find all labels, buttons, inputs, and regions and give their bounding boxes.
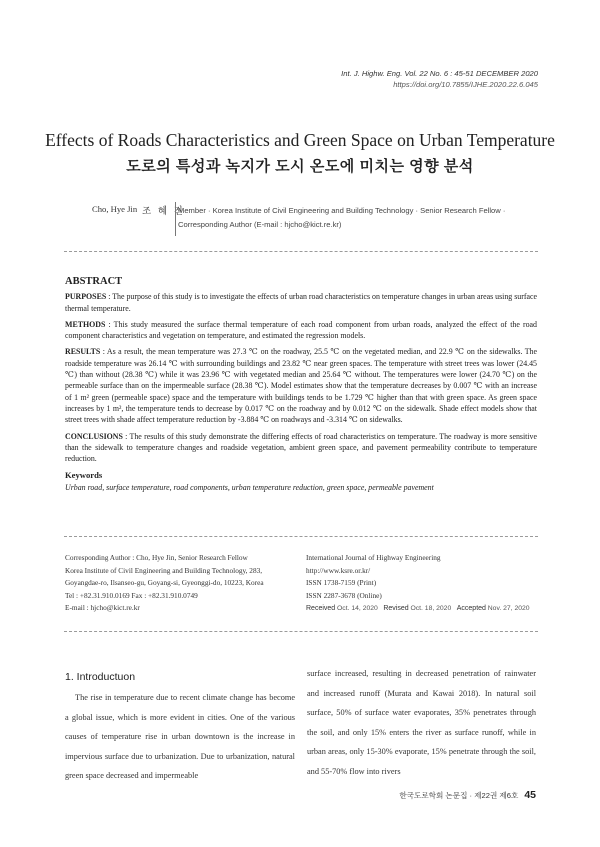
divider-top xyxy=(64,251,538,252)
page-number: 45 xyxy=(524,789,536,801)
divider-bottom xyxy=(64,631,538,632)
body-column-left: The rise in temperature due to recent climate change has become a global issue, which is more evident in cities. One of the various causes of temperature rise in urban downtown is the increase in impervious surface due to urbanization. Due to urbanization, natural green space decreased and impermeable xyxy=(65,693,295,780)
doi-link[interactable]: https://doi.org/10.7855/IJHE.2020.22.6.045 xyxy=(393,80,538,89)
publication-info xyxy=(306,552,546,616)
corr-email[interactable]: E-mail : hjcho@kict.re.kr xyxy=(65,603,140,613)
accepted-label: Accepted xyxy=(456,605,486,613)
affiliation-line: Member · Korea Institute of Civil Engineering and Building Technology · Senior Research Fellow · xyxy=(178,206,506,215)
abstract-methods xyxy=(65,319,537,342)
abstract-conclusions xyxy=(65,431,537,465)
results-label: RESULTS xyxy=(65,347,101,357)
received-date: Oct. 14, 2020 xyxy=(337,605,378,613)
methods-label: METHODS xyxy=(65,319,106,329)
paper-title-korean: 도로의 특성과 녹지가 도시 온도에 미치는 영향 분석 xyxy=(126,158,474,175)
section-heading-introduction: 1. Introductuon xyxy=(65,671,136,683)
corr-line: Tel : +82.31.910.0169 Fax : +82.31.910.0749 xyxy=(65,590,198,600)
author-name-korean: 조 혜 진 xyxy=(142,206,185,217)
issn-online: ISSN 2287-3678 (Online) xyxy=(306,590,382,600)
methods-text: : This study measured the surface thermal temperature of each road component from urban roads, analyzed the effect of the road component characteristics and vegetation on temperature, and estimated the regression models. xyxy=(65,319,537,341)
results-text: : As a result, the mean temperature was 27.3 ℃ on the roadway, 25.5 ℃ on the vegetated median, and 22.9 ℃ on the sidewalks. The roadside temperature was 26.14 ℃ with surrounding buildings and 23.82 ℃ near green spaces. The temperature with street trees was lower (24.45 ℃) than without (28.38 ℃) while it was 23.96 ℃ with vegetated median and 25.64 ℃ without. The temperatures were lower (24.70 ℃) on the permeable surface than on the impermeable surface (28.38 ℃). Model estimates show that the temperature decreases by 0.007 ℃ with an increase of 1 m² green (permeable space) space and the temperature with buildings tends to be 1.729 ℃ higher than that with green space. As green space increases by 1 m², the temperature tends to decrease by 0.017 ℃ on the roadway and by 0.012 ℃ on the sidewalk. Shade effect models show that street trees with shade affect temperature reduction by -3.884 ℃ on roadways and -3.314 ℃ on sidewalks. xyxy=(65,347,537,425)
page-footer xyxy=(399,789,536,801)
dates-row xyxy=(306,602,546,616)
author-divider xyxy=(175,202,176,236)
abstract-purposes xyxy=(65,291,537,314)
purposes-label: PURPOSES xyxy=(65,292,107,302)
conclusions-label: CONCLUSIONS xyxy=(65,431,123,441)
corresponding-author-email: Corresponding Author (E-mail : hjcho@kict.re.kr) xyxy=(178,220,342,229)
author-name-english: Cho, Hye Jin xyxy=(92,204,138,214)
abstract-section xyxy=(65,276,537,493)
issn-print: ISSN 1738-7159 (Print) xyxy=(306,578,377,588)
journal-citation: Int. J. Highw. Eng. Vol. 22 No. 6 : 45-51 DECEMBER 2020 xyxy=(341,69,538,78)
footer-journal-korean: 한국도로학회 논문집 · 제22권 제6호 xyxy=(399,791,519,800)
conclusions-text: : The results of this study demonstrate the differing effects of road characteristics on temperature. The roadway is more sensitive than the sidewalk to temperature changes and roadside vegetation, ambient green space, and pavement permeability contribute to temperature reduction. xyxy=(65,431,537,464)
received-label: Received xyxy=(306,605,336,613)
correspondence-block xyxy=(65,552,295,615)
purposes-text: : The purpose of this study is to investigate the effects of urban road characteristics on temperature changes in urban areas using surface thermal temperature. xyxy=(65,292,537,313)
journal-name: International Journal of Highway Engineering xyxy=(306,553,441,562)
journal-header xyxy=(341,68,538,90)
abstract-heading: ABSTRACT xyxy=(65,276,123,287)
abstract-results xyxy=(65,346,537,425)
accepted-date: Nov. 27, 2020 xyxy=(487,605,530,613)
revised-date: Oct. 18, 2020 xyxy=(410,605,452,613)
keywords-list: Urban road, surface temperature, road components, urban temperature reduction, green space, permeable pavement xyxy=(65,482,434,492)
corr-line: Korea Institute of Civil Engineering and Building Technology, 283, xyxy=(65,565,263,575)
paper-title-english: Effects of Roads Characteristics and Green Space on Urban Temperature xyxy=(45,130,555,150)
revised-label: Revised xyxy=(383,605,409,613)
author-affiliation xyxy=(178,204,505,232)
journal-website[interactable]: http://www.ksre.or.kr/ xyxy=(306,565,371,575)
divider-middle xyxy=(64,536,538,537)
body-column-right: surface increased, resulting in decreased penetration of rainwater and increased runoff (Murata and Kawai 2018). In natural soil surface, 50% of surface water evaporates, 35% penetrates through the soil, and only 15% enters the river as surface runoff, while in urban areas, only 15-30% evaporate, 15% penetrate through the soil, and 55-70% flow into rivers xyxy=(307,669,536,776)
corr-line: Corresponding Author : Cho, Hye Jin, Senior Research Fellow xyxy=(65,553,248,562)
keywords-heading: Keywords xyxy=(65,470,103,481)
corr-line: Goyangdae-ro, Ilsanseo-gu, Goyang-si, Gyeonggi-do, 10223, Korea xyxy=(65,578,264,588)
